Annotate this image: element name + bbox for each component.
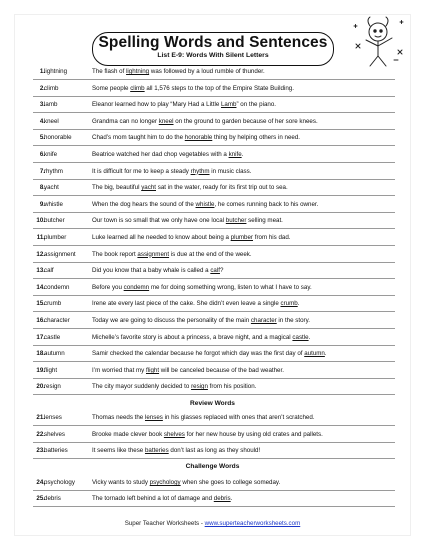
example-sentence — [92, 164, 402, 179]
underlined-word: batteries — [144, 447, 169, 455]
word-number: 9. — [39, 200, 45, 208]
sentence-text: . — [324, 350, 327, 358]
spelling-word: lamb — [44, 101, 58, 109]
spelling-word: flight — [44, 366, 58, 374]
example-sentence — [92, 114, 402, 129]
spelling-word: castle — [44, 333, 61, 341]
sentence-text: The book report — [92, 250, 138, 258]
word-row — [0, 130, 425, 145]
section-heading: Review Words — [190, 400, 235, 407]
example-sentence — [92, 180, 402, 195]
sentence-text: The big, beautiful — [92, 184, 142, 192]
sentence-text: . — [297, 300, 300, 308]
footer-site-link[interactable]: www.superteacherworksheets.com — [204, 520, 301, 527]
example-sentence — [92, 130, 402, 145]
example-sentence — [92, 213, 402, 228]
underlined-word: Lamb — [220, 101, 237, 109]
example-sentence — [92, 147, 402, 162]
sentence-text: in music class. — [209, 167, 252, 175]
word-row — [0, 313, 425, 328]
sentence-text: all 1,576 steps to the top of the Empire State Building. — [144, 84, 294, 92]
spelling-word: batteries — [44, 447, 68, 455]
word-number: 2. — [39, 84, 45, 92]
spelling-word: whistle — [44, 200, 63, 208]
word-row — [0, 81, 425, 96]
word-row — [0, 410, 425, 425]
example-sentence — [92, 81, 402, 96]
spelling-word: knife — [44, 151, 58, 158]
sentence-text: for her new house by using old crates and pallets. — [184, 430, 323, 438]
spelling-word: climb — [44, 84, 59, 92]
row-divider — [33, 506, 395, 507]
sentence-text: when she goes to college someday. — [180, 478, 281, 486]
example-sentence — [92, 330, 402, 345]
example-sentence — [92, 97, 402, 112]
underlined-word: rhythm — [190, 167, 210, 175]
sentence-text: Some people — [92, 84, 131, 92]
spelling-word: lightning — [44, 68, 68, 75]
word-row — [0, 180, 425, 195]
sentence-text: , he comes running back to his owner. — [214, 200, 319, 208]
example-sentence — [92, 263, 402, 278]
word-number: 4. — [39, 117, 45, 125]
sentence-text: . — [308, 333, 311, 341]
spelling-word: psychology — [44, 478, 75, 486]
underlined-word: assignment — [137, 250, 170, 258]
sentence-text: Michelle’s favorite story is about a princess, a brave night, and a magical — [92, 333, 293, 341]
word-number: 8. — [39, 184, 45, 192]
sentence-text: Before you — [92, 283, 124, 291]
example-sentence — [92, 379, 402, 394]
word-number: 15. — [36, 300, 45, 308]
underlined-word: condemn — [123, 283, 150, 291]
underlined-word: plumber — [230, 234, 253, 241]
sentence-text: Vicky wants to study — [92, 478, 150, 486]
word-row — [0, 114, 425, 129]
example-sentence — [92, 491, 402, 506]
word-row — [0, 263, 425, 278]
section-heading: Challenge Words — [185, 462, 240, 470]
sentence-text: Samir checked the calendar because he forgot which day was the first day of — [92, 350, 305, 358]
sentence-text: When the dog hears the sound of the — [92, 200, 196, 208]
sentence-text: Beatrice watched her dad chop vegetables with a — [92, 151, 229, 158]
spelling-word: honorable — [44, 134, 72, 142]
sentence-text: Irene ate every last piece of the cake. She didn’t even leave a single — [92, 300, 281, 308]
spelling-word: condemn — [44, 283, 70, 291]
underlined-word: honorable — [184, 134, 213, 142]
sentence-text: sat in the water, ready for its first trip out to sea. — [156, 184, 288, 192]
spelling-word: autumn — [44, 350, 65, 358]
word-number: 12. — [36, 250, 45, 258]
underlined-word: autumn — [304, 350, 325, 358]
sentence-text: Brooke made clever book — [92, 430, 164, 438]
sentence-text: . — [241, 151, 244, 158]
word-row — [0, 197, 425, 212]
sentence-text: The city mayor suddenly decided to — [92, 383, 192, 391]
word-number: 19. — [36, 366, 45, 374]
word-number: 24. — [36, 478, 45, 486]
word-row — [0, 491, 425, 506]
list-subtitle: List E-9: Words With Silent Letters — [157, 52, 269, 59]
spelling-word: resign — [44, 383, 61, 391]
word-number: 11. — [36, 234, 45, 241]
example-sentence — [92, 313, 402, 328]
sentence-text: on the ground to garden because of her sore knees. — [173, 117, 318, 125]
row-divider — [33, 458, 395, 459]
word-number: 1. — [39, 68, 45, 75]
underlined-word: resign — [191, 383, 208, 391]
example-sentence — [92, 64, 402, 79]
example-sentence — [92, 410, 402, 425]
footer-prefix: Super Teacher Worksheets - — [124, 520, 205, 527]
sentence-text: Today we are going to discuss the personality of the main — [92, 317, 251, 324]
sentence-text: was followed by a loud rumble of thunder. — [149, 68, 265, 75]
row-divider — [33, 394, 395, 395]
footer — [0, 520, 425, 527]
word-row — [0, 427, 425, 442]
sentence-text: I’m worried that my — [92, 366, 146, 374]
word-number: 20. — [36, 383, 45, 391]
word-row — [0, 346, 425, 361]
sentence-text: Eleanor learned how to play “Mary Had a Little — [92, 101, 221, 109]
word-number: 22. — [36, 430, 45, 438]
word-number: 3. — [39, 101, 45, 109]
spelling-word: plumber — [44, 234, 67, 241]
example-sentence — [92, 475, 402, 490]
spelling-word: crumb — [44, 300, 62, 308]
underlined-word: yacht — [141, 184, 156, 192]
word-number: 13. — [36, 267, 45, 275]
sentence-text: Did you know that a baby whale is called a — [92, 267, 211, 275]
sentence-text: The flash of — [92, 68, 127, 75]
spelling-word: debris — [44, 495, 61, 503]
word-number: 7. — [39, 167, 45, 175]
sentence-text: It seems like these — [92, 447, 145, 455]
underlined-word: whistle — [195, 200, 215, 208]
word-row — [0, 475, 425, 490]
sentence-text: Our town is so small that we only have one local — [92, 217, 226, 225]
example-sentence — [92, 427, 402, 442]
word-row — [0, 164, 425, 179]
underlined-word: calf — [210, 267, 220, 275]
sentence-text: Thomas needs the — [92, 414, 145, 421]
word-row — [0, 280, 425, 295]
underlined-word: lenses — [144, 414, 163, 421]
sentence-text: don’t last as long as they should! — [168, 447, 261, 455]
underlined-word: flight — [145, 366, 160, 374]
spelling-word: calf — [44, 267, 54, 275]
example-sentence — [92, 443, 402, 458]
underlined-word: castle — [292, 333, 309, 341]
sentence-text: me for doing something wrong, listen to what I have to say. — [149, 283, 312, 291]
sentence-text: The tornado left behind a lot of damage and — [92, 495, 214, 503]
word-row — [0, 379, 425, 394]
underlined-word: character — [250, 317, 277, 324]
sentence-text: Grandma can no longer — [92, 117, 159, 125]
sentence-text: from his dad. — [253, 234, 291, 241]
spelling-word: butcher — [44, 217, 65, 225]
sentence-text: ” on the piano. — [236, 101, 277, 109]
word-row — [0, 64, 425, 79]
word-number: 23. — [36, 447, 45, 455]
example-sentence — [92, 197, 402, 212]
sentence-text: is due at the end of the week. — [169, 250, 252, 258]
sentence-text: Chad’s mom taught him to do the — [92, 134, 185, 142]
word-number: 16. — [36, 317, 45, 324]
word-number: 10. — [36, 217, 45, 225]
example-sentence — [92, 363, 402, 378]
spelling-word: character — [44, 317, 70, 324]
example-sentence — [92, 296, 402, 311]
sentence-text: from his position. — [207, 383, 257, 391]
spelling-word: lenses — [44, 414, 62, 421]
sentence-text: will be canceled because of the bad weather. — [159, 366, 284, 374]
word-row — [0, 296, 425, 311]
underlined-word: psychology — [149, 478, 181, 486]
sentence-text: It is difficult for me to keep a steady — [92, 167, 191, 175]
word-number: 5. — [39, 134, 45, 142]
spelling-word: yacht — [44, 184, 59, 192]
word-number: 21. — [36, 414, 45, 421]
example-sentence — [92, 346, 402, 361]
sentence-text: in the story. — [276, 317, 310, 324]
sentence-text: in his glasses replaced with ones that aren’t scratched. — [162, 414, 315, 421]
word-row — [0, 213, 425, 228]
word-number: 17. — [36, 333, 45, 341]
example-sentence — [92, 247, 402, 262]
underlined-word: debris — [213, 495, 231, 503]
page-title: Spelling Words and Sentences — [98, 34, 328, 51]
spelling-word: kneel — [44, 117, 59, 125]
sentence-text: . — [230, 495, 233, 503]
word-row — [0, 443, 425, 458]
example-sentence — [92, 280, 402, 295]
word-number: 6. — [39, 151, 45, 158]
example-sentence — [92, 230, 402, 245]
word-row — [0, 230, 425, 245]
word-row — [0, 247, 425, 262]
word-number: 18. — [36, 350, 45, 358]
spelling-word: shelves — [44, 430, 65, 438]
title-box — [92, 32, 334, 66]
word-number: 25. — [36, 495, 45, 503]
underlined-word: crumb — [280, 300, 298, 308]
sentence-text: Luke learned all he needed to know about being a — [92, 234, 231, 241]
spelling-word: rhythm — [44, 167, 63, 175]
stick-figure-doodle-icon — [348, 14, 408, 70]
word-row — [0, 330, 425, 345]
underlined-word: climb — [130, 84, 145, 92]
spelling-word: assignment — [44, 250, 76, 258]
sentence-text: ? — [219, 267, 224, 275]
underlined-word: shelves — [163, 430, 185, 438]
word-number: 14. — [36, 283, 45, 291]
word-row — [0, 363, 425, 378]
underlined-word: kneel — [158, 117, 174, 125]
underlined-word: butcher — [225, 217, 247, 225]
underlined-word: lightning — [126, 68, 150, 75]
word-row — [0, 97, 425, 112]
word-row — [0, 147, 425, 162]
sentence-text: thing by helping others in need. — [212, 134, 300, 142]
underlined-word: knife — [228, 151, 242, 158]
sentence-text: selling meat. — [246, 217, 283, 225]
